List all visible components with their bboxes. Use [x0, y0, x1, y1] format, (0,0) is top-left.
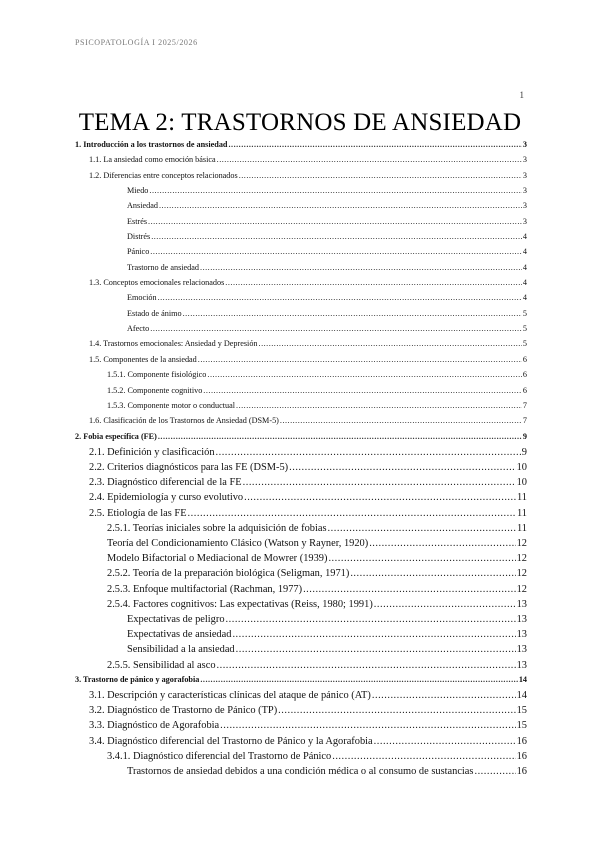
toc-entry[interactable]: [75, 629, 527, 644]
toc-leader-dots: [303, 584, 516, 595]
toc-entry-label: 2.5. Etiología de las FE: [89, 507, 187, 519]
toc-leader-dots: [158, 432, 522, 441]
toc-leader-dots: [200, 675, 517, 684]
toc-leader-dots: [374, 736, 516, 747]
toc-entry[interactable]: [75, 477, 527, 492]
toc-entry-page: 13: [516, 659, 527, 671]
toc-entry[interactable]: [75, 386, 527, 401]
toc-entry-page: 7: [522, 416, 527, 426]
toc-entry-page: 16: [516, 735, 527, 747]
toc-entry-label: Pánico: [127, 247, 150, 257]
toc-entry[interactable]: [75, 186, 527, 201]
toc-entry-page: 12: [516, 583, 527, 595]
toc-entry-label: 2.5.3. Enfoque multifactorial (Rachman, 1977): [107, 583, 303, 595]
toc-leader-dots: [372, 690, 516, 701]
toc-leader-dots: [149, 186, 522, 195]
toc-entry-label: Emoción: [127, 293, 157, 303]
toc-entry-page: 12: [516, 553, 527, 565]
toc-entry-label: 2.5.5. Sensibilidad al asco: [107, 659, 216, 671]
toc-entry-page: 14: [516, 690, 527, 702]
toc-leader-dots: [207, 370, 522, 379]
toc-leader-dots: [236, 401, 522, 410]
toc-entry-label: Expectativas de peligro: [127, 613, 225, 625]
toc-entry-label: Ansiedad: [127, 201, 158, 211]
toc-leader-dots: [243, 477, 516, 488]
toc-entry[interactable]: [75, 171, 527, 186]
toc-leader-dots: [188, 508, 516, 519]
toc-entry-label: Trastorno de ansiedad: [127, 262, 200, 272]
toc-leader-dots: [158, 293, 522, 302]
toc-entry[interactable]: [75, 247, 527, 262]
toc-leader-dots: [350, 568, 515, 579]
toc-leader-dots: [289, 462, 515, 473]
toc-entry[interactable]: [75, 370, 527, 385]
toc-entry-page: 12: [516, 538, 527, 549]
toc-entry-page: 3: [522, 140, 527, 149]
toc-entry-label: 1.3. Conceptos emocionales relacionados: [89, 278, 225, 288]
toc-entry-page: 3: [522, 201, 527, 211]
toc-entry-label: Afecto: [127, 324, 150, 334]
toc-leader-dots: [474, 766, 515, 777]
toc-entry-page: 10: [516, 462, 527, 474]
toc-entry-label: 2.5.2. Teoría de la preparación biológica (Seligman, 1971): [107, 568, 350, 580]
toc-leader-dots: [259, 339, 522, 348]
toc-entry-page: 3: [522, 155, 527, 165]
toc-entry[interactable]: [75, 751, 527, 766]
toc-leader-dots: [236, 644, 516, 655]
toc-entry-label: 2. Fobia específica (FE): [75, 431, 157, 441]
toc-entry-label: 3.4.1. Diagnóstico diferencial del Trastorno de Pánico: [107, 750, 332, 762]
toc-entry[interactable]: [75, 644, 527, 659]
toc-entry-page: 3: [522, 216, 527, 226]
toc-entry-label: Sensibilidad a la ansiedad: [127, 644, 235, 656]
toc-entry-page: 5: [522, 308, 527, 318]
toc-entry-page: 13: [516, 613, 527, 625]
toc-entry-page: 11: [516, 522, 527, 534]
toc-leader-dots: [328, 553, 515, 564]
toc-entry-page: 4: [522, 232, 527, 242]
toc-entry-page: 13: [516, 598, 527, 610]
toc-entry-page: 3: [522, 170, 527, 180]
toc-entry[interactable]: [75, 155, 527, 170]
toc-entry-page: 15: [516, 720, 527, 732]
toc-entry[interactable]: [75, 599, 527, 614]
toc-entry[interactable]: [75, 140, 527, 155]
toc-entry-label: Modelo Bifactorial o Mediacional de Mowrer (1939): [107, 553, 328, 565]
toc-entry-label: Expectativas de ansiedad: [127, 629, 232, 641]
toc-entry-page: 6: [522, 385, 527, 395]
toc-entry[interactable]: [75, 766, 527, 781]
toc-entry-page: 16: [516, 765, 527, 777]
toc-entry-label: Teoría del Condicionamiento Clásico (Watson y Rayner, 1920): [107, 538, 369, 549]
toc-entry-page: 9: [522, 431, 527, 441]
toc-leader-dots: [216, 447, 521, 458]
toc-leader-dots: [203, 386, 522, 395]
toc-leader-dots: [159, 201, 522, 210]
running-header: PSICOPATOLOGÍA I 2025/2026: [75, 38, 198, 47]
toc-entry-page: 5: [522, 324, 527, 334]
toc-leader-dots: [280, 416, 522, 425]
toc-entry-page: 4: [522, 247, 527, 257]
toc-entry[interactable]: [75, 201, 527, 216]
toc-entry[interactable]: [75, 675, 527, 690]
toc-leader-dots: [226, 614, 516, 625]
toc-entry-page: 7: [522, 400, 527, 410]
toc-entry[interactable]: [75, 263, 527, 278]
toc-leader-dots: [278, 705, 515, 716]
toc-entry[interactable]: [75, 293, 527, 308]
toc-entry-page: 10: [516, 477, 527, 489]
toc-leader-dots: [225, 278, 522, 287]
toc-entry-page: 12: [516, 568, 527, 580]
toc-entry[interactable]: [75, 690, 527, 705]
toc-leader-dots: [220, 720, 515, 731]
toc-entry[interactable]: [75, 339, 527, 354]
toc-leader-dots: [369, 538, 515, 549]
table-of-contents: [75, 140, 527, 781]
toc-entry-label: 1.5.3. Componente motor o conductual: [107, 400, 236, 410]
toc-entry-label: 3.3. Diagnóstico de Agorafobia: [89, 720, 220, 732]
toc-entry-page: 13: [516, 629, 527, 641]
toc-entry-label: 1.5. Componentes de la ansiedad: [89, 354, 197, 364]
toc-leader-dots: [244, 492, 516, 503]
toc-leader-dots: [200, 263, 522, 272]
toc-entry-label: 1.5.2. Componente cognitivo: [107, 385, 203, 395]
toc-entry-label: 1.6. Clasificación de los Trastornos de Ansiedad (DSM-5): [89, 416, 279, 426]
toc-entry[interactable]: [75, 660, 527, 675]
toc-leader-dots: [150, 324, 522, 333]
toc-entry[interactable]: [75, 416, 527, 431]
toc-entry[interactable]: [75, 462, 527, 477]
toc-entry[interactable]: [75, 720, 527, 735]
toc-entry-page: 4: [522, 262, 527, 272]
toc-entry[interactable]: [75, 447, 527, 462]
toc-entry-page: 6: [522, 370, 527, 380]
toc-entry-label: 2.2. Criterios diagnósticos para las FE (DSM-5): [89, 462, 289, 474]
toc-entry-page: 13: [516, 644, 527, 656]
toc-leader-dots: [217, 660, 516, 671]
toc-entry-label: 1. Introducción a los trastornos de ansiedad: [75, 140, 228, 149]
toc-entry-page: 6: [522, 354, 527, 364]
toc-entry-label: 1.2. Diferencias entre conceptos relacionados: [89, 170, 238, 180]
toc-entry[interactable]: [75, 492, 527, 507]
toc-entry-page: 3: [522, 186, 527, 196]
toc-entry-page: 4: [522, 278, 527, 288]
toc-entry-label: Miedo: [127, 186, 149, 196]
toc-entry-page: 16: [516, 750, 527, 762]
toc-entry[interactable]: [75, 568, 527, 583]
toc-leader-dots: [198, 355, 522, 364]
toc-leader-dots: [374, 599, 516, 610]
toc-leader-dots: [151, 232, 522, 241]
toc-entry-page: 11: [516, 507, 527, 519]
toc-entry[interactable]: [75, 553, 527, 568]
toc-entry-page: 11: [516, 492, 527, 504]
toc-leader-dots: [328, 523, 516, 534]
toc-leader-dots: [228, 140, 521, 149]
toc-entry-page: 9: [521, 446, 527, 458]
toc-entry[interactable]: [75, 538, 527, 553]
toc-entry-label: 1.4. Trastornos emocionales: Ansiedad y Depresión: [89, 339, 258, 349]
toc-entry[interactable]: [75, 508, 527, 523]
toc-entry[interactable]: [75, 614, 527, 629]
toc-entry-label: Trastornos de ansiedad debidos a una condición médica o al consumo de sustancias: [127, 765, 474, 777]
toc-entry-page: 15: [516, 705, 527, 717]
toc-entry-page: 14: [518, 674, 527, 684]
toc-entry[interactable]: [75, 432, 527, 447]
toc-entry-label: 2.5.4. Factores cognitivos: Las expectativas (Reiss, 1980; 1991): [107, 598, 373, 610]
toc-entry[interactable]: [75, 324, 527, 339]
toc-entry-label: 3.4. Diagnóstico diferencial del Trastorno de Pánico y la Agorafobia: [89, 735, 373, 747]
toc-entry[interactable]: [75, 217, 527, 232]
toc-entry[interactable]: [75, 232, 527, 247]
toc-entry-label: 3. Trastorno de pánico y agorafobia: [75, 674, 200, 684]
toc-entry-label: 2.4. Epidemiología y curso evolutivo: [89, 492, 244, 504]
toc-entry[interactable]: [75, 523, 527, 538]
toc-entry-label: 2.5.1. Teorías iniciales sobre la adquisición de fobias: [107, 522, 327, 534]
toc-leader-dots: [217, 155, 522, 164]
toc-entry[interactable]: [75, 355, 527, 370]
toc-entry-label: Estrés: [127, 216, 148, 226]
page-number: 1: [519, 90, 524, 100]
toc-entry-label: Distrés: [127, 232, 151, 242]
toc-leader-dots: [183, 309, 522, 318]
toc-leader-dots: [150, 247, 522, 256]
toc-entry-label: 2.1. Definición y clasificación: [89, 446, 215, 458]
toc-leader-dots: [332, 751, 515, 762]
toc-leader-dots: [148, 217, 522, 226]
toc-entry-label: 3.1. Descripción y características clínicas del ataque de pánico (AT): [89, 690, 371, 702]
toc-entry[interactable]: [75, 401, 527, 416]
toc-entry-page: 4: [522, 293, 527, 303]
toc-entry-label: Estado de ánimo: [127, 308, 182, 318]
toc-entry-label: 1.1. La ansiedad como emoción básica: [89, 155, 216, 165]
toc-entry-page: 5: [522, 339, 527, 349]
toc-leader-dots: [239, 171, 522, 180]
document-title: TEMA 2: TRASTORNOS DE ANSIEDAD: [78, 109, 522, 136]
toc-entry[interactable]: [75, 705, 527, 720]
toc-entry-label: 2.3. Diagnóstico diferencial de la FE: [89, 477, 242, 489]
toc-entry[interactable]: [75, 278, 527, 293]
toc-entry-label: 3.2. Diagnóstico de Trastorno de Pánico (TP): [89, 705, 278, 717]
toc-entry-label: 1.5.1. Componente fisiológico: [107, 370, 207, 380]
toc-entry[interactable]: [75, 584, 527, 599]
toc-leader-dots: [232, 629, 515, 640]
toc-entry[interactable]: [75, 309, 527, 324]
toc-entry[interactable]: [75, 736, 527, 751]
